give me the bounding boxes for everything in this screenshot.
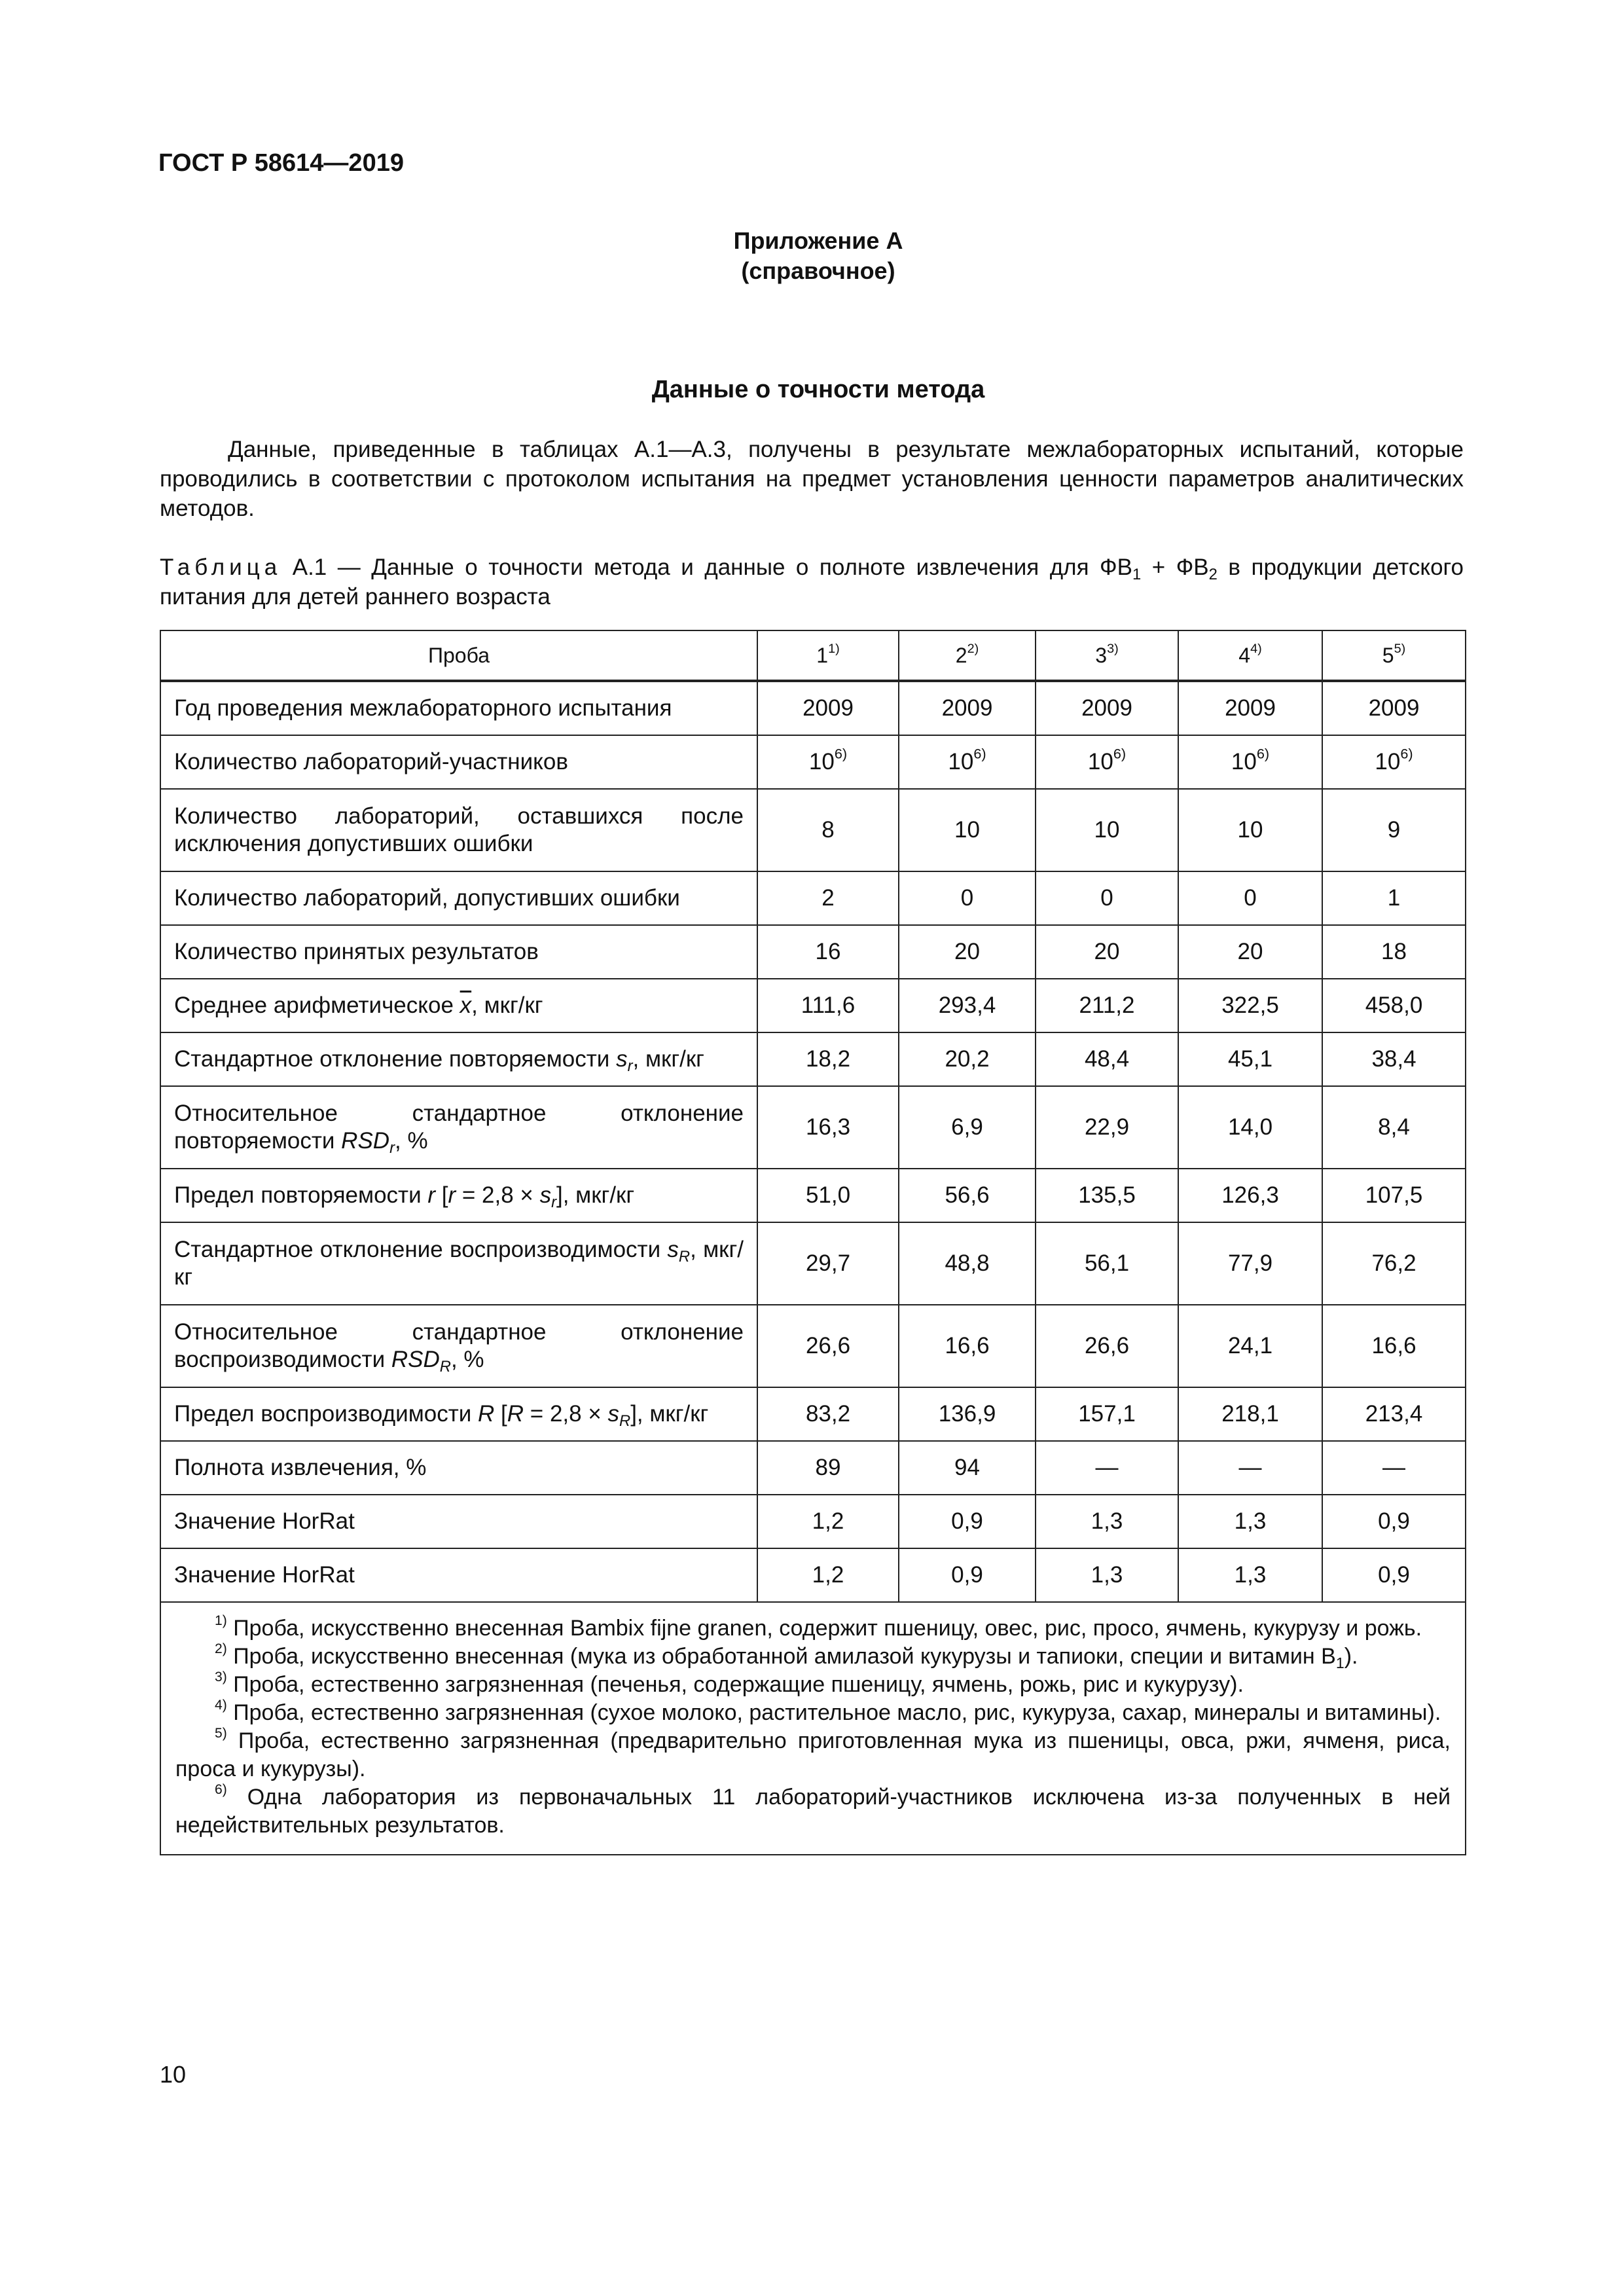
table-caption-sub2: 2 [1208,566,1218,584]
table-row [160,1495,1466,1548]
row-label-variable: s [539,1182,552,1208]
table-caption [160,553,1464,611]
column-number: 3 [1095,643,1108,667]
table-cell: 2009 [1036,681,1178,735]
table-row [160,1305,1466,1387]
table-cell: 10 [1036,789,1178,871]
table-cell: 76,2 [1322,1222,1466,1305]
table-cell [899,735,1036,789]
table-cell: 16,6 [1322,1305,1466,1387]
table-caption-sub1: 1 [1132,566,1142,584]
table-cell: 29,7 [757,1222,899,1305]
footnote-subscript: 1 [1335,1654,1344,1671]
row-label-variable: $\overline{x}$ [460,993,472,1018]
table-cell: 8,4 [1322,1086,1466,1169]
cell-footnote-mark: 6) [1400,745,1413,762]
table-cell: 2009 [1322,681,1466,735]
row-label: Год проведения межлабораторного испытания [160,681,757,735]
cell-value: 10 [948,749,974,774]
row-label-text: [ [494,1401,507,1427]
row-label [160,1086,757,1169]
row-label [160,1169,757,1222]
row-label-variable: s [616,1046,628,1072]
column-number: 4 [1238,643,1251,667]
footnote-tail: ). [1344,1644,1358,1669]
table-cell: 293,4 [899,979,1036,1032]
footnote-mark: 1) [215,1613,227,1629]
row-label-unit: ], мкг/кг [556,1182,635,1208]
table-cell: 48,8 [899,1222,1036,1305]
table-cell: 1,3 [1178,1495,1322,1548]
row-label-text: Стандартное отклонение повторяемости [174,1046,617,1072]
row-label: Количество лабораторий, оставшихся после исключения допустивших ошибки [160,789,757,871]
table-cell: — [1036,1441,1178,1495]
row-label-unit: , % [450,1347,484,1372]
table-cell: 107,5 [1322,1169,1466,1222]
table-row [160,1086,1466,1169]
row-label [160,1305,757,1387]
table-row [160,925,1466,979]
footnote [175,1783,1451,1840]
row-label-subscript: R [619,1412,631,1430]
table-cell: 10 [899,789,1036,871]
row-label-variable: r [448,1182,456,1208]
row-label [160,1222,757,1305]
table-row [160,735,1466,789]
table-cell: 126,3 [1178,1169,1322,1222]
table-row [160,789,1466,871]
table-cell: 1,2 [757,1548,899,1602]
table-cell: 111,6 [757,979,899,1032]
table-row [160,1548,1466,1602]
column-footnote-mark: 3) [1107,641,1119,656]
section-title: Данные о точности метода [651,376,985,403]
table-row [160,871,1466,925]
table-cell: 8 [757,789,899,871]
table-cell: 1 [1322,871,1466,925]
table-cell: 0 [899,871,1036,925]
footnote-text: Проба, искусственно внесенная (мука из обработанной амилазой кукурузы и тапиоки, специи и витамин В [233,1644,1336,1669]
table-cell: 14,0 [1178,1086,1322,1169]
table-cell [757,735,899,789]
footnote-mark: 4) [215,1698,227,1713]
footnote-text: Проба, искусственно внесенная Bambix fijne granen, содержит пшеницу, овес, рис, просо, ячмень, кукурузу и рожь. [233,1616,1422,1641]
cell-footnote-mark: 6) [1256,745,1270,762]
table-row [160,1387,1466,1441]
table-cell [1036,735,1178,789]
row-label-unit: , мкг/кг [174,1237,744,1290]
column-header-sample: Проба [160,630,757,681]
table-cell: 26,6 [1036,1305,1178,1387]
row-label-variable: R [478,1401,495,1427]
row-label-text: Относительное стандартное отклонение воспроизводимости [174,1319,744,1372]
table-cell: 56,1 [1036,1222,1178,1305]
row-label: Количество лабораторий, допустивших ошибки [160,871,757,925]
table-cell: 18,2 [757,1032,899,1086]
table-cell: 38,4 [1322,1032,1466,1086]
column-header [1178,630,1322,681]
row-label-text: = 2,8 × [456,1182,540,1208]
table-cell: 211,2 [1036,979,1178,1032]
cell-footnote-mark: 6) [973,745,986,762]
row-label [160,1032,757,1086]
table-row [160,1032,1466,1086]
table-cell: 77,9 [1178,1222,1322,1305]
row-label-variable: s [607,1401,619,1427]
table-cell: 322,5 [1178,979,1322,1032]
row-label-variable: RSD [341,1128,390,1154]
table-row [160,681,1466,735]
cell-value: 10 [808,749,835,774]
column-header [1036,630,1178,681]
row-label-variable: r [427,1182,436,1208]
footnote [175,1643,1451,1671]
table-cell: 10 [1178,789,1322,871]
table-cell: 48,4 [1036,1032,1178,1086]
column-footnote-mark: 1) [828,641,840,656]
table-cell: 213,4 [1322,1387,1466,1441]
table-cell: 6,9 [899,1086,1036,1169]
column-number: 1 [816,643,829,667]
table-cell: 89 [757,1441,899,1495]
footnote-mark: 2) [215,1641,227,1657]
table-cell: 0,9 [899,1495,1036,1548]
row-label-text: Среднее арифметическое [174,993,460,1018]
table-cell: 2009 [899,681,1036,735]
row-label-unit: , мкг/кг [471,993,543,1018]
table-cell: 16,6 [899,1305,1036,1387]
row-label-variable: R [507,1401,524,1427]
column-header [1322,630,1466,681]
column-number: 2 [955,643,967,667]
row-label: Значение HorRat [160,1548,757,1602]
precision-table [160,630,1466,1855]
table-cell: 0,9 [1322,1495,1466,1548]
footnote-mark: 6) [215,1782,227,1798]
row-label-subscript: r [389,1139,395,1157]
footnote-mark: 5) [215,1726,227,1741]
table-header-row [160,630,1466,681]
row-label-unit: ], мкг/кг [630,1401,709,1427]
intro-paragraph [160,435,1464,523]
row-label-subscript: R [439,1358,451,1376]
row-label-subscript: R [678,1248,691,1266]
row-label-text: = 2,8 × [524,1401,608,1427]
footnote [175,1699,1451,1727]
row-label [160,1387,757,1441]
document-code: ГОСТ Р 58614—2019 [158,149,404,177]
cell-value: 10 [1087,749,1113,774]
footnote [175,1671,1451,1699]
table-caption-word: Таблица [160,555,282,580]
table-caption-tail: в продукции детского питания для детей раннего возраста [160,555,1464,610]
footnotes-row [160,1602,1466,1855]
row-label-text: Предел повторяемости [174,1182,428,1208]
row-label [160,979,757,1032]
table-cell: 22,9 [1036,1086,1178,1169]
appendix-type: (справочное) [741,257,895,284]
table-row [160,979,1466,1032]
appendix-title: Приложение А [733,227,903,254]
table-cell: 56,6 [899,1169,1036,1222]
row-label: Количество лабораторий-участников [160,735,757,789]
table-cell: 0,9 [1322,1548,1466,1602]
footnote [175,1614,1451,1643]
table-cell: 1,2 [757,1495,899,1548]
table-cell: 18 [1322,925,1466,979]
column-footnote-mark: 2) [967,641,979,656]
table-cell: 1,3 [1178,1548,1322,1602]
row-label-unit: , мкг/кг [632,1046,704,1072]
cell-value: 10 [1231,749,1257,774]
table-cell: 94 [899,1441,1036,1495]
column-footnote-mark: 5) [1394,641,1406,656]
table-cell: 458,0 [1322,979,1466,1032]
table-cell: 16,3 [757,1086,899,1169]
table-cell: 24,1 [1178,1305,1322,1387]
table-cell: 1,3 [1036,1495,1178,1548]
intro-text: Данные, приведенные в таблицах А.1—А.3, получены в результате межлабораторных испытаний, которые проводились в соответствии с протоколом испытания на предмет установления ценности параметров аналитических методов. [160,437,1464,521]
table-caption-plus: + ФВ [1141,555,1209,580]
row-label-subscript: r [627,1057,633,1076]
table-cell: 20 [899,925,1036,979]
table-cell: — [1178,1441,1322,1495]
row-label-text: Относительное стандартное отклонение повторяемости [174,1101,744,1154]
column-header [899,630,1036,681]
row-label-unit: , % [395,1128,428,1154]
row-label-text: Предел воспроизводимости [174,1401,478,1427]
table-caption-id: А.1 [292,555,327,580]
footnote [175,1727,1451,1783]
table-cell: 0,9 [899,1548,1036,1602]
table-cell [1178,735,1322,789]
footnote-mark: 3) [215,1669,227,1685]
table-cell: 51,0 [757,1169,899,1222]
footnote-text: Проба, естественно загрязненная (предварительно приготовленная мука из пшеницы, овса, ржи, ячменя, риса, проса и кукурузы). [175,1728,1451,1781]
row-label: Значение HorRat [160,1495,757,1548]
column-number: 5 [1382,643,1394,667]
cell-footnote-mark: 6) [834,745,848,762]
column-footnote-mark: 4) [1250,641,1262,656]
table-cell: — [1322,1441,1466,1495]
page-number: 10 [160,2061,187,2088]
table-cell: 157,1 [1036,1387,1178,1441]
table-row [160,1222,1466,1305]
row-label-variable: RSD [391,1347,440,1372]
table-row [160,1169,1466,1222]
cell-footnote-mark: 6) [1113,745,1127,762]
table-cell: 20 [1178,925,1322,979]
row-label: Полнота извлечения, % [160,1441,757,1495]
table-cell: 2009 [1178,681,1322,735]
cell-value: 10 [1375,749,1401,774]
table-cell: 9 [1322,789,1466,871]
table-cell: 2 [757,871,899,925]
table-footnotes [160,1602,1466,1855]
row-label-text: [ [435,1182,448,1208]
table-cell: 218,1 [1178,1387,1322,1441]
appendix-heading [661,226,975,286]
table-cell: 16 [757,925,899,979]
row-label-variable: s [667,1237,679,1262]
table-cell: 45,1 [1178,1032,1322,1086]
table-cell [1322,735,1466,789]
row-label: Количество принятых результатов [160,925,757,979]
table-cell: 0 [1036,871,1178,925]
table-cell: 136,9 [899,1387,1036,1441]
table-cell: 26,6 [757,1305,899,1387]
table-cell: 83,2 [757,1387,899,1441]
table-cell: 20 [1036,925,1178,979]
table-caption-text: — Данные о точности метода и данные о полноте извлечения для ФВ [337,555,1132,580]
column-header [757,630,899,681]
table-cell: 20,2 [899,1032,1036,1086]
row-label-subscript: r [551,1194,556,1212]
table-row [160,1441,1466,1495]
table-cell: 2009 [757,681,899,735]
footnote-text: Проба, естественно загрязненная (сухое молоко, растительное масло, рис, кукуруза, сахар, минералы и витамины). [233,1700,1441,1725]
footnote-text: Проба, естественно загрязненная (печенья, содержащие пшеницу, ячмень, рожь, рис и кукурузу). [233,1672,1244,1697]
table-cell: 0 [1178,871,1322,925]
table-cell: 1,3 [1036,1548,1178,1602]
row-label-text: Стандартное отклонение воспроизводимости [174,1237,668,1262]
footnote-text: Одна лаборатория из первоначальных 11 лабораторий-участников исключена из-за полученных в ней недействительных результатов. [175,1785,1451,1838]
table-cell: 135,5 [1036,1169,1178,1222]
